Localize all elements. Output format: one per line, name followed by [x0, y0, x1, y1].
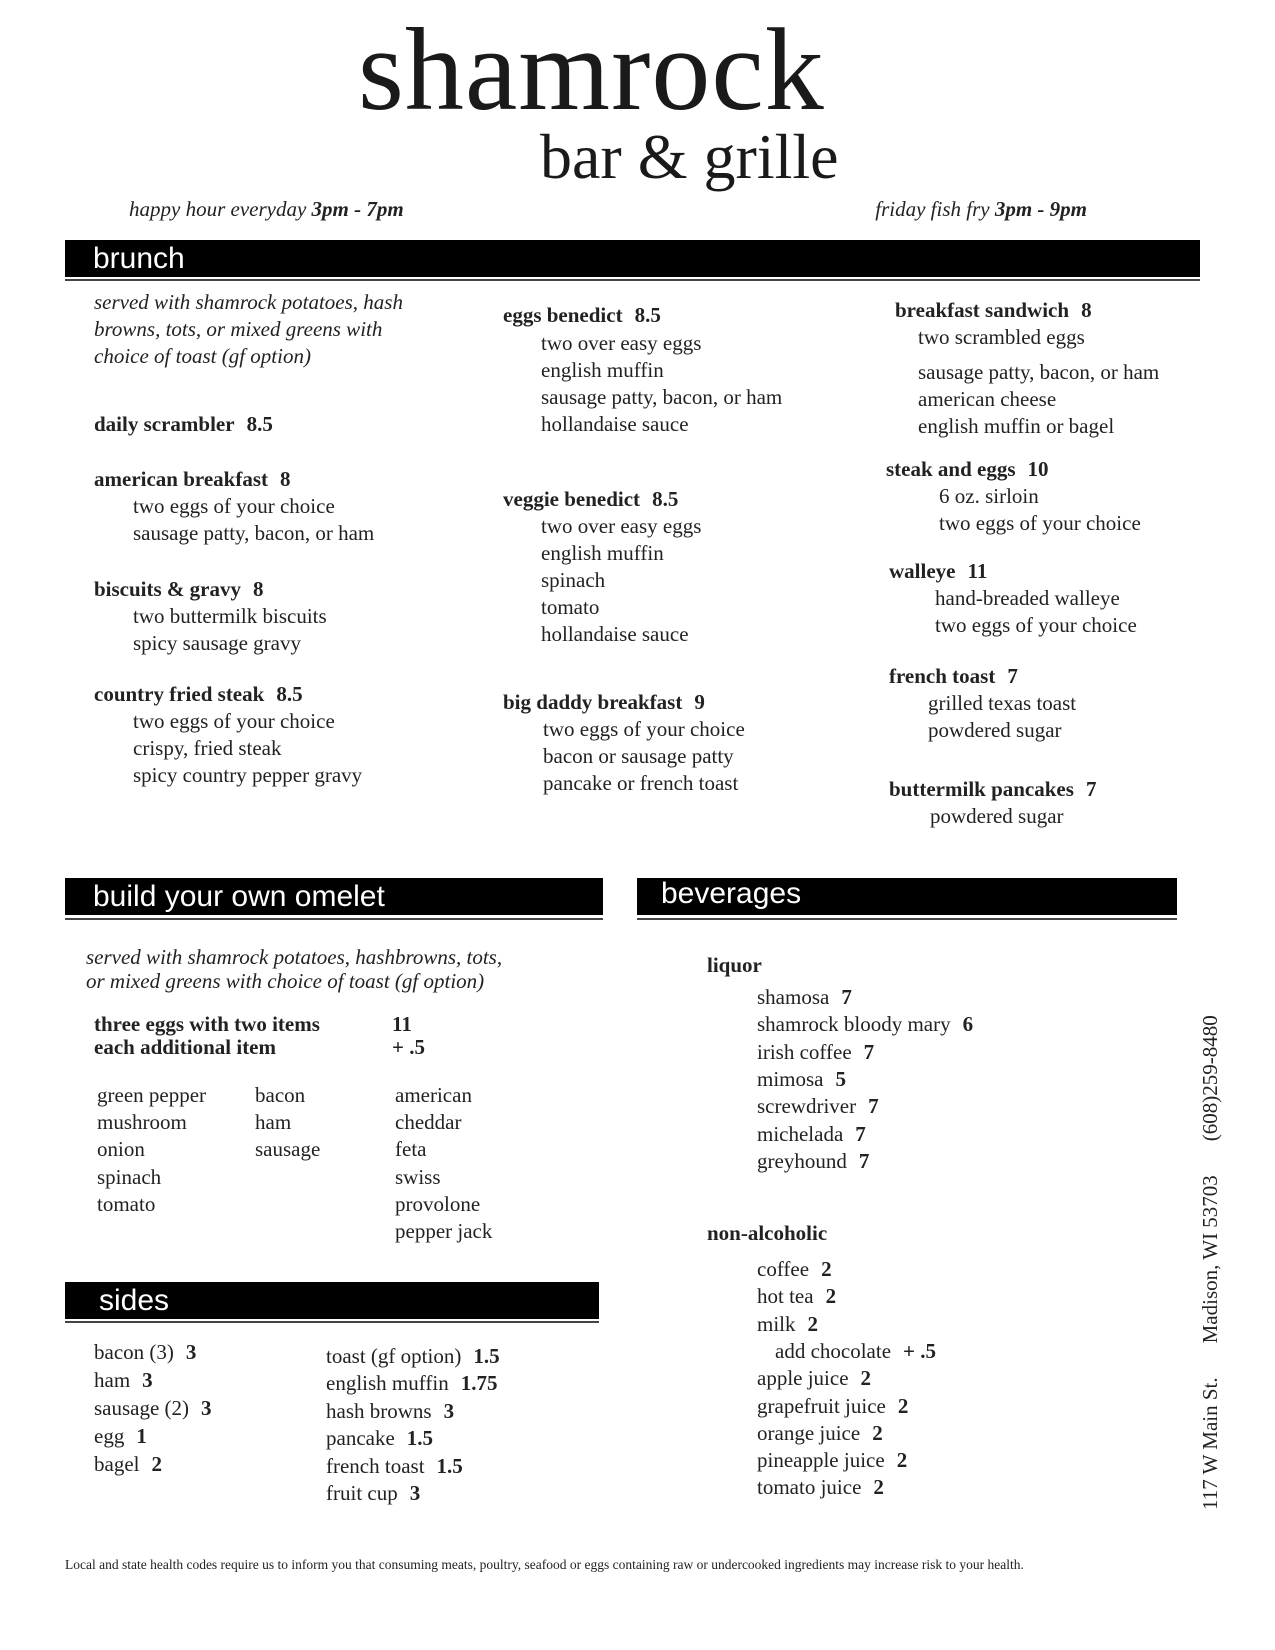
street: 117 W Main St. — [1198, 1377, 1222, 1510]
menu-item — [503, 486, 678, 513]
item-price: 11 — [967, 559, 988, 583]
item-description: hollandaise sauce — [541, 622, 689, 646]
side-item — [326, 1398, 454, 1425]
menu-item — [94, 576, 264, 603]
item-name: shamosa — [757, 985, 830, 1009]
beverage-item — [757, 1365, 871, 1392]
beverage-item — [757, 1393, 908, 1420]
beverage-item — [757, 1283, 836, 1310]
item-price: 7 — [1085, 777, 1097, 801]
side-item — [326, 1425, 433, 1452]
divider — [65, 279, 1200, 281]
item-price: 10 — [1027, 457, 1049, 481]
item-name: screwdriver — [757, 1094, 857, 1119]
item-name: walleye — [889, 559, 956, 583]
address-phone — [1198, 981, 1223, 1510]
item-name: eggs benedict — [503, 303, 623, 327]
item-name: american breakfast — [94, 467, 268, 491]
item-price: 2 — [807, 1311, 819, 1336]
item-price: 3 — [409, 1481, 421, 1505]
omelet-option: sausage — [255, 1137, 321, 1162]
fish-fry-time: 3pm - 9pm — [994, 197, 1087, 221]
item-price: 3 — [185, 1340, 197, 1364]
item-name: toast (gf option) — [326, 1344, 462, 1368]
item-description: two eggs of your choice — [935, 613, 1137, 637]
item-price: 2 — [860, 1366, 872, 1391]
omelet-intro-line: or mixed greens with choice of toast (gf option) — [86, 969, 485, 993]
item-price: 1.75 — [460, 1371, 498, 1396]
omelet-base-label: three eggs with two items — [94, 1012, 320, 1036]
item-description: tomato — [541, 595, 600, 619]
item-name: orange juice — [757, 1420, 861, 1445]
side-item — [326, 1453, 463, 1480]
fish-fry — [875, 196, 1087, 222]
item-price: 6 — [962, 1012, 974, 1037]
nonalc-heading: non-alcoholic — [707, 1221, 828, 1245]
item-description: two eggs of your choice — [543, 717, 745, 741]
restaurant-subtitle: bar & grille — [540, 121, 839, 192]
item-name: breakfast sandwich — [895, 298, 1070, 322]
item-price: 2 — [151, 1452, 162, 1476]
item-name: country fried steak — [94, 682, 265, 706]
item-description: sausage patty, bacon, or ham — [918, 360, 1160, 384]
item-price: 8 — [280, 467, 291, 491]
item-name: bagel — [94, 1452, 140, 1476]
item-description: crispy, fried steak — [133, 736, 282, 760]
item-description: two eggs of your choice — [133, 709, 335, 733]
item-description: 6 oz. sirloin — [939, 484, 1039, 508]
happy-hour-time: 3pm - 7pm — [311, 197, 404, 221]
brunch-intro-line: served with shamrock potatoes, hash — [94, 290, 403, 314]
item-description: sausage patty, bacon, or ham — [133, 521, 375, 545]
beverage-item — [757, 1011, 973, 1038]
item-price: 5 — [835, 1066, 846, 1091]
item-name: biscuits & gravy — [94, 577, 241, 601]
menu-item — [503, 302, 661, 329]
omelet-option: onion — [97, 1137, 145, 1162]
side-item — [94, 1423, 147, 1450]
side-item — [94, 1451, 162, 1478]
omelet-intro-line: served with shamrock potatoes, hashbrowns, tots, — [86, 945, 503, 969]
brunch-intro-line: choice of toast (gf option) — [94, 344, 311, 368]
sides-heading-bar — [65, 1282, 599, 1319]
beverages-heading-bar — [637, 878, 1177, 915]
side-item — [326, 1343, 500, 1370]
omelet-option: mushroom — [97, 1110, 187, 1135]
restaurant-title: shamrock — [358, 4, 825, 135]
omelet-option: pepper jack — [395, 1219, 493, 1243]
omelet-option: bacon — [255, 1083, 306, 1107]
item-name: french toast — [889, 664, 996, 688]
item-description: two eggs of your choice — [133, 494, 335, 518]
side-item — [326, 1480, 420, 1507]
item-price: 7 — [858, 1148, 870, 1173]
item-price: 2 — [896, 1448, 908, 1473]
item-name: sausage (2) — [94, 1396, 190, 1420]
item-price: 2 — [825, 1284, 837, 1309]
item-price: 2 — [873, 1475, 884, 1500]
item-name: coffee — [757, 1257, 810, 1281]
menu-item — [889, 558, 987, 585]
menu-item — [889, 776, 1096, 803]
item-description: hand-breaded walleye — [935, 586, 1120, 610]
item-name: milk — [757, 1311, 796, 1336]
item-name: bacon (3) — [94, 1340, 174, 1364]
side-item — [94, 1367, 153, 1394]
item-description: american cheese — [918, 387, 1057, 411]
item-name: greyhound — [757, 1148, 847, 1173]
item-price: 3 — [201, 1396, 212, 1420]
side-item — [326, 1370, 497, 1397]
item-description: powdered sugar — [928, 718, 1062, 742]
menu-item — [94, 681, 303, 708]
item-name: egg — [94, 1424, 125, 1448]
item-name: ham — [94, 1368, 131, 1392]
item-price: 3 — [443, 1398, 455, 1423]
beverages-heading: beverages — [661, 877, 802, 910]
omelet-option: spinach — [97, 1164, 162, 1189]
item-name: english muffin — [326, 1371, 449, 1396]
side-item — [94, 1339, 196, 1366]
beverage-item — [757, 1447, 907, 1474]
item-name: pineapple juice — [757, 1448, 885, 1473]
fish-fry-label: friday fish fry — [875, 197, 990, 221]
item-price: 1 — [136, 1424, 147, 1448]
item-price: 7 — [863, 1039, 875, 1064]
divider — [65, 1321, 599, 1323]
omelet-extra-label: each additional item — [94, 1035, 276, 1059]
beverage-item — [757, 1093, 879, 1120]
omelet-heading-bar — [65, 878, 603, 915]
side-item — [94, 1395, 212, 1422]
item-price: 8.5 — [276, 682, 303, 706]
brunch-heading: brunch — [93, 242, 185, 275]
item-name: shamrock bloody mary — [757, 1012, 951, 1037]
city: Madison, WI 53703 — [1198, 1175, 1222, 1344]
item-price: 8 — [253, 577, 264, 601]
item-price: 7 — [1007, 664, 1018, 688]
item-price: 2 — [872, 1420, 883, 1445]
item-description: sausage patty, bacon, or ham — [541, 385, 783, 409]
brunch-heading-bar — [65, 240, 1200, 277]
item-price: 7 — [868, 1094, 879, 1119]
omelet-option: provolone — [395, 1191, 481, 1216]
item-price: 7 — [855, 1121, 866, 1146]
beverage-item — [757, 1256, 832, 1283]
happy-hour-label: happy hour everyday — [129, 197, 307, 221]
item-description: hollandaise sauce — [541, 412, 689, 436]
item-name: add chocolate — [775, 1338, 892, 1363]
item-name: buttermilk pancakes — [889, 777, 1074, 801]
omelet-option: tomato — [97, 1191, 156, 1216]
omelet-option: american — [395, 1083, 472, 1107]
happy-hour — [129, 196, 404, 222]
omelet-extra-price: + .5 — [392, 1035, 425, 1059]
item-name: french toast — [326, 1453, 425, 1478]
menu-item — [889, 663, 1018, 690]
divider — [637, 918, 1177, 920]
item-description: two over easy eggs — [541, 514, 702, 538]
brunch-intro-line: browns, tots, or mixed greens with — [94, 317, 383, 341]
item-name: fruit cup — [326, 1481, 398, 1505]
item-price: 1.5 — [436, 1453, 463, 1478]
item-name: michelada — [757, 1121, 844, 1146]
item-name: pancake — [326, 1426, 395, 1451]
beverage-item — [757, 1311, 818, 1338]
beverage-item — [757, 1148, 869, 1175]
beverage-item — [757, 1039, 874, 1066]
item-name: tomato juice — [757, 1475, 862, 1500]
item-description: english muffin or bagel — [918, 414, 1115, 438]
beverage-item — [757, 1121, 866, 1148]
item-description: powdered sugar — [930, 804, 1064, 828]
item-price: 3 — [142, 1368, 153, 1392]
item-name: mimosa — [757, 1066, 824, 1091]
item-name: hash browns — [326, 1398, 432, 1423]
item-price: 8.5 — [652, 487, 679, 511]
item-description: two eggs of your choice — [939, 511, 1141, 535]
omelet-base-price: 11 — [392, 1012, 412, 1036]
beverage-item — [757, 984, 852, 1011]
item-price: + .5 — [903, 1338, 936, 1363]
omelet-option: swiss — [395, 1164, 441, 1189]
item-description: two buttermilk biscuits — [133, 604, 327, 628]
item-price: 8.5 — [246, 412, 273, 436]
item-price: 8 — [1081, 298, 1092, 322]
item-description: english muffin — [541, 541, 664, 565]
item-description: two scrambled eggs — [918, 325, 1085, 349]
item-name: grapefruit juice — [757, 1393, 886, 1418]
menu-item — [886, 456, 1049, 483]
menu-item — [895, 297, 1092, 324]
item-name: veggie benedict — [503, 487, 641, 511]
menu-item — [94, 466, 291, 493]
item-description: spicy country pepper gravy — [133, 763, 363, 787]
omelet-heading: build your own omelet — [93, 880, 385, 913]
item-description: bacon or sausage patty — [543, 744, 734, 768]
menu-item — [503, 689, 705, 716]
item-description: english muffin — [541, 358, 664, 382]
omelet-option: feta — [395, 1137, 427, 1162]
item-description: pancake or french toast — [543, 771, 739, 795]
divider — [65, 918, 603, 920]
menu-item — [94, 411, 273, 438]
omelet-option: green pepper — [97, 1083, 207, 1107]
item-description: spicy sausage gravy — [133, 631, 301, 655]
item-price: 8.5 — [634, 303, 661, 327]
item-price: 7 — [841, 985, 852, 1009]
item-price: 2 — [821, 1257, 832, 1281]
item-name: daily scrambler — [94, 412, 235, 436]
beverage-item — [757, 1066, 846, 1093]
item-description: two over easy eggs — [541, 331, 702, 355]
item-description: spinach — [541, 568, 606, 592]
liquor-heading: liquor — [707, 953, 762, 977]
sides-heading: sides — [99, 1284, 170, 1317]
item-description: grilled texas toast — [928, 691, 1077, 715]
beverage-item — [775, 1338, 936, 1365]
item-price: 2 — [897, 1393, 909, 1418]
item-name: big daddy breakfast — [503, 690, 683, 714]
beverage-item — [757, 1474, 884, 1501]
item-price: 1.5 — [473, 1344, 500, 1368]
item-price: 1.5 — [406, 1426, 434, 1451]
health-disclaimer: Local and state health codes require us to inform you that consuming meats, poultry, seafood or eggs containing raw or undercooked ingredients may increase risk to your health. — [65, 1557, 1024, 1572]
item-name: apple juice — [757, 1366, 849, 1391]
item-name: steak and eggs — [886, 457, 1016, 481]
omelet-option: cheddar — [395, 1110, 462, 1135]
phone: (608)259-8480 — [1198, 1015, 1222, 1142]
omelet-option: ham — [255, 1110, 292, 1135]
item-price: 9 — [694, 690, 705, 714]
item-name: hot tea — [757, 1284, 814, 1309]
beverage-item — [757, 1420, 883, 1447]
item-name: irish coffee — [757, 1039, 852, 1064]
